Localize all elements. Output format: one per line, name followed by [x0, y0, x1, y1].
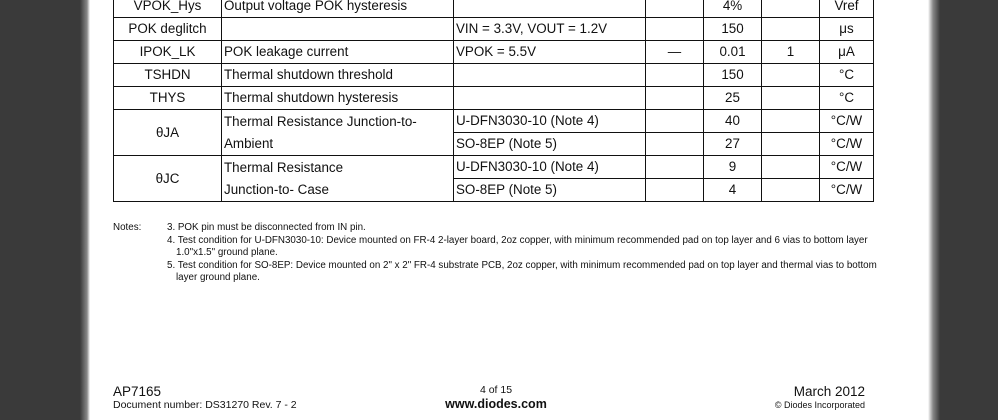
typ-cell: 4 [704, 179, 762, 202]
unit-cell: °C/W [820, 133, 874, 156]
max-cell [762, 110, 820, 133]
symbol-cell: θJC [114, 156, 222, 202]
min-cell [646, 156, 704, 179]
symbol-cell: IPOK_LK [114, 41, 222, 64]
condition-cell [454, 0, 646, 18]
symbol-cell: VPOK_Hys [114, 0, 222, 18]
parameter-line: Ambient [224, 135, 274, 151]
copyright: © Diodes Incorporated [774, 400, 865, 410]
parameter-cell: Output voltage POK hysteresis [222, 0, 454, 18]
table-row [114, 0, 874, 18]
parameter-cell: Thermal shutdown hysteresis [222, 87, 454, 110]
unit-cell: μA [820, 41, 874, 64]
condition-cell: VPOK = 5.5V [454, 41, 646, 64]
unit-cell: °C [820, 64, 874, 87]
typ-cell: 9 [704, 156, 762, 179]
condition-cell: U-DFN3030-10 (Note 4) [454, 110, 646, 133]
symbol-cell: θJA [114, 110, 222, 156]
parameter-cell [222, 110, 454, 156]
condition-cell: SO-8EP (Note 5) [454, 133, 646, 156]
max-cell [762, 133, 820, 156]
symbol-cell: THYS [114, 87, 222, 110]
footer-right [775, 384, 865, 411]
footer-center [396, 384, 596, 411]
min-cell [646, 87, 704, 110]
symbol-cell: POK deglitch [114, 18, 222, 41]
page-edge-left [0, 0, 90, 420]
min-cell [646, 179, 704, 202]
parameter-cell [222, 18, 454, 41]
parameter-cell: POK leakage current [222, 41, 454, 64]
table-row [114, 110, 874, 133]
unit-cell: Vref [820, 0, 874, 18]
typ-cell: 150 [704, 64, 762, 87]
typ-cell: 150 [704, 18, 762, 41]
page-number: 4 of 15 [479, 384, 513, 396]
max-cell [762, 18, 820, 41]
footer-left [113, 384, 297, 412]
unit-cell: °C/W [820, 179, 874, 202]
table-row [114, 87, 874, 110]
parameter-line: Thermal Resistance [224, 159, 344, 175]
parameter-line: Junction-to- Case [224, 181, 329, 197]
max-cell [762, 0, 820, 18]
max-cell [762, 156, 820, 179]
unit-cell: μs [820, 18, 874, 41]
parameter-line: Thermal Resistance Junction-to- [224, 113, 417, 129]
unit-cell: °C [820, 87, 874, 110]
unit-cell: °C/W [820, 110, 874, 133]
max-cell [762, 87, 820, 110]
notes-label: Notes: [113, 222, 142, 233]
typ-cell: 40 [704, 110, 762, 133]
document-date: March 2012 [793, 384, 865, 399]
note-item: 5. Test condition for SO-8EP: Device mounted on 2" x 2" FR-4 substrate PCB, 2oz copper, with minimum recommended pad on top layer and thermal vias to bottom layer ground plane. [167, 259, 877, 284]
parameter-cell [222, 156, 454, 202]
note-item: 4. Test condition for U-DFN3030-10: Device mounted on FR-4 2-layer board, 2oz copper, with minimum recommended pad on top layer and 6 vias to bottom layer 1.0"x1.5" ground plane. [167, 234, 868, 259]
website-link[interactable]: www.diodes.com [445, 397, 547, 411]
note-item: 3. POK pin must be disconnected from IN pin. [167, 222, 366, 233]
condition-cell [454, 64, 646, 87]
unit-cell: °C/W [820, 156, 874, 179]
electrical-characteristics-table [113, 0, 874, 202]
condition-cell: U-DFN3030-10 (Note 4) [454, 156, 646, 179]
condition-cell [454, 87, 646, 110]
typ-cell: 0.01 [704, 41, 762, 64]
condition-cell: SO-8EP (Note 5) [454, 179, 646, 202]
max-cell [762, 179, 820, 202]
typ-cell: 25 [704, 87, 762, 110]
parameter-cell: Thermal shutdown threshold [222, 64, 454, 87]
min-cell [646, 110, 704, 133]
notes-section [113, 222, 883, 285]
max-cell: 1 [762, 41, 820, 64]
page-edge-right [928, 0, 998, 420]
typ-cell: 27 [704, 133, 762, 156]
min-cell: — [646, 41, 704, 64]
min-cell [646, 133, 704, 156]
table-row [114, 64, 874, 87]
table-row [114, 156, 874, 179]
min-cell [646, 18, 704, 41]
symbol-cell: TSHDN [114, 64, 222, 87]
table-row [114, 41, 874, 64]
min-cell [646, 64, 704, 87]
table-row [114, 18, 874, 41]
max-cell [762, 64, 820, 87]
document-number: Document number: DS31270 Rev. 7 - 2 [113, 399, 297, 411]
part-number: AP7165 [113, 384, 162, 399]
min-cell [646, 0, 704, 18]
typ-cell: 4% [704, 0, 762, 18]
condition-cell: VIN = 3.3V, VOUT = 1.2V [454, 18, 646, 41]
